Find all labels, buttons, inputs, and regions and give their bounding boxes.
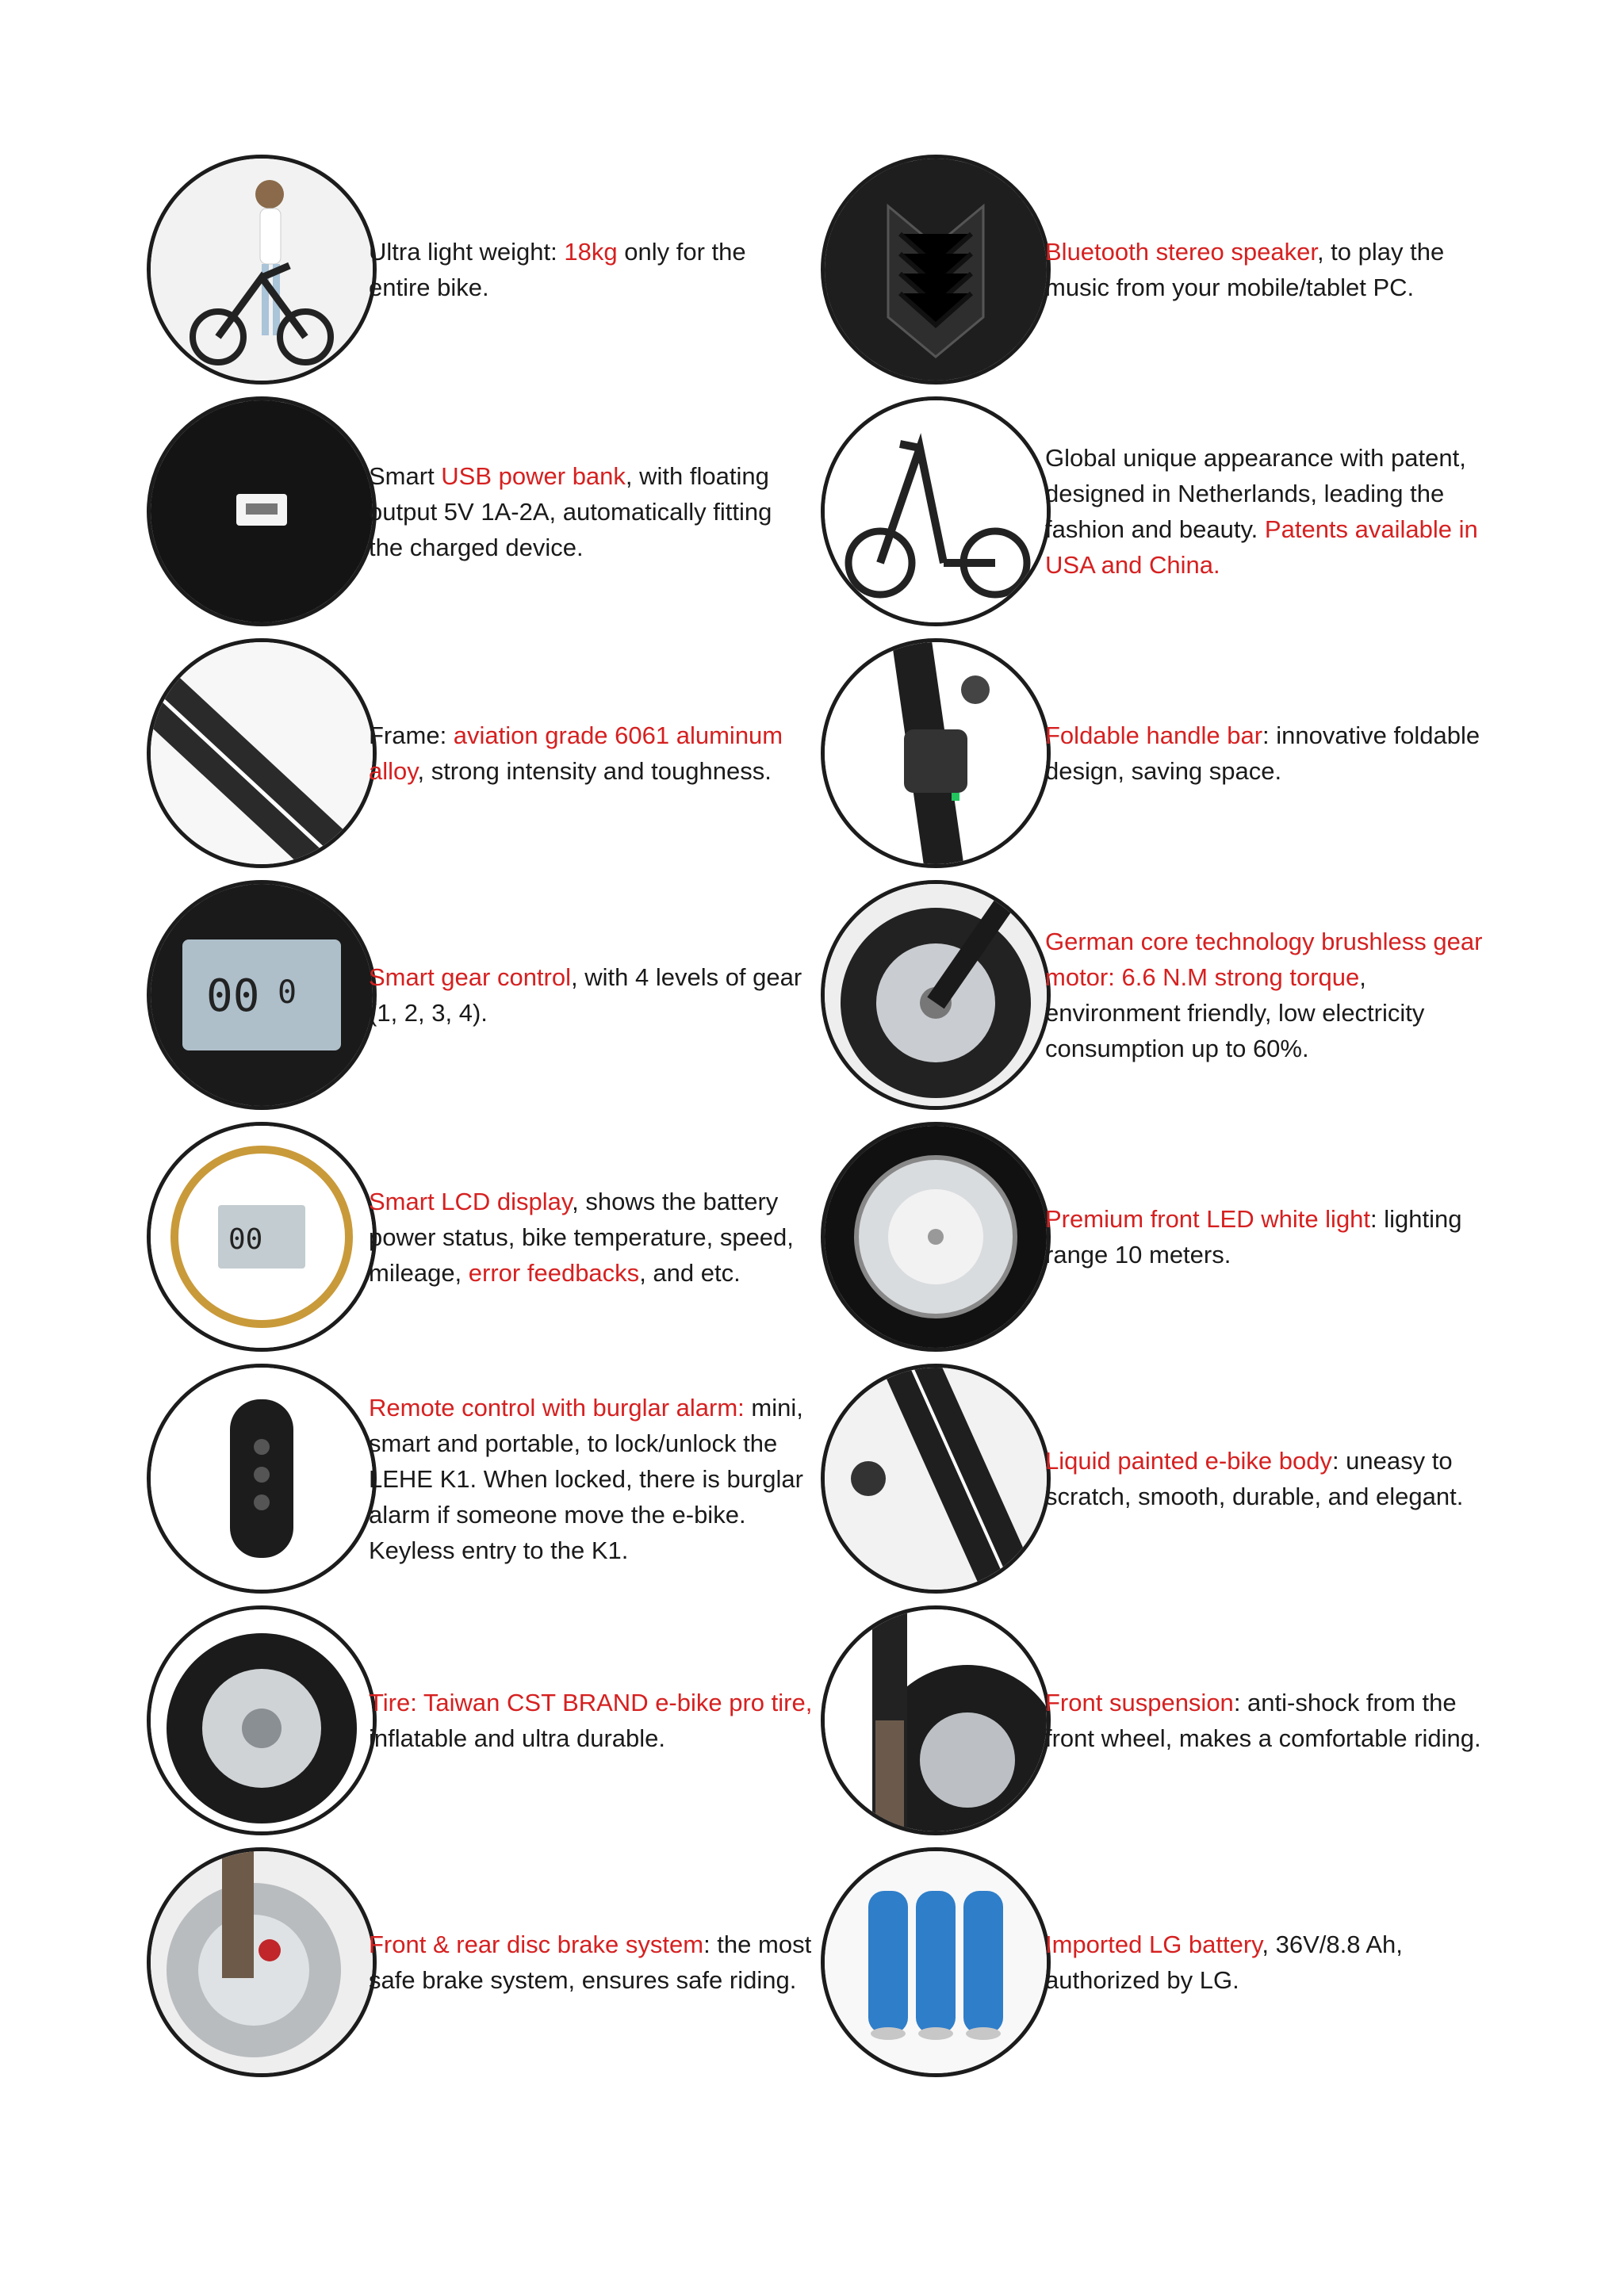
feature-text [1045,1443,1489,1514]
feature-highlight: aviation grade 6061 aluminum alloy [369,721,783,785]
feature-text-segment: , and etc. [639,1258,741,1287]
feature-highlight: 18kg [564,238,618,266]
painted-body-photo [821,1364,1051,1594]
girl-with-folding-ebike-photo [147,155,377,385]
folding-ebike-side-photo [821,396,1051,626]
gear-display-photo [147,880,377,1110]
feature-highlight: Foldable handle bar [1045,721,1263,749]
feature-description [1045,880,1489,1110]
feature-description [1045,1122,1489,1352]
feature-description [369,1847,813,2077]
feature-text [1045,924,1489,1066]
feature-text-segment: : anti-shock from the front wheel, makes a comfortable riding. [1045,1689,1481,1752]
feature-text-segment: , to play the music from your mobile/tablet PC. [1045,238,1445,301]
feature-text-segment: : uneasy to scratch, smooth, durable, and elegant. [1045,1447,1464,1510]
feature-text [369,718,813,789]
feature-description [369,638,813,868]
svg-text:00: 00 [228,1223,263,1256]
feature-description [369,396,813,626]
feature-description [369,1364,813,1594]
feature-description [369,155,813,385]
feature-description [1045,638,1489,868]
feature-text [369,1927,813,1998]
feature-highlight: Bluetooth stereo speaker [1045,238,1317,266]
feature-highlight: Smart LCD display [369,1187,573,1215]
frame-tube-photo [147,638,377,868]
feature-highlight: Front & rear disc brake system [369,1931,704,1958]
feature-text-segment: , 36V/8.8 Ah, authorized by LG. [1045,1931,1403,1994]
feature-description [1045,1364,1489,1594]
front-suspension-photo [821,1605,1051,1835]
feature-description [369,1605,813,1835]
hub-motor-photo [821,880,1051,1110]
feature-text [1045,1927,1489,1998]
feature-highlight: Tire: Taiwan CST BRAND e-bike pro tire, [369,1689,813,1716]
feature-highlight: Premium front LED white light [1045,1205,1371,1233]
feature-text-segment: , shows the battery power status, bike temperature, speed, mileage, [369,1187,794,1287]
feature-text [369,1685,813,1756]
feature-text-segment: , with 4 levels of gear (1, 2, 3, 4). [369,963,802,1027]
feature-description [1045,155,1489,385]
feature-text [1045,234,1489,305]
lg-battery-cells-photo [821,1847,1051,2077]
feature-highlight: Smart gear control [369,963,571,991]
feature-text-segment: , with floating output 5V 1A-2A, automatically fitting the charged device. [369,461,772,561]
svg-text:00: 00 [206,970,260,1022]
feature-highlight: Liquid painted e-bike body [1045,1447,1332,1475]
front-led-light-photo [821,1122,1051,1352]
feature-text-segment: , environment friendly, low electricity consumption up to 60%. [1045,963,1425,1062]
feature-description [1045,1605,1489,1835]
feature-description [1045,396,1489,626]
feature-highlight: error feedbacks [468,1258,640,1287]
feature-text [369,959,813,1031]
feature-text [1045,1201,1489,1272]
feature-text-segment: , strong intensity and toughness. [417,757,772,785]
feature-text-segment: Global unique appearance with patent, designed in Netherlands, leading the fashion and beauty. [1045,444,1466,543]
tire-wheel-photo [147,1605,377,1835]
speaker-grille-photo [821,155,1051,385]
feature-description [369,1122,813,1352]
feature-text-segment: mini, smart and portable, to lock/unlock the LEHE K1. When locked, there is burglar alarm if someone move the e-bike. Keyless entry to the K1. [369,1393,803,1564]
feature-highlight: Imported LG battery [1045,1931,1262,1958]
feature-highlight: USB power bank [441,461,626,490]
feature-text [369,1184,813,1291]
svg-text:0: 0 [278,974,297,1011]
lcd-display-photo [147,1122,377,1352]
feature-text [369,458,813,565]
feature-text [369,234,813,305]
feature-highlight: Patents available in USA and China. [1045,515,1478,579]
usb-port-photo [147,396,377,626]
folding-handlebar-photo [821,638,1051,868]
feature-text-segment: : the most safe brake system, ensures safe riding. [369,1931,812,1994]
feature-text [1045,718,1489,789]
feature-text [1045,440,1489,583]
feature-text-segment: Smart [369,461,442,490]
feature-highlight: Remote control with burglar alarm: [369,1393,745,1422]
feature-text-segment: Frame: [369,721,454,749]
feature-highlight: Front suspension [1045,1689,1234,1716]
feature-text-segment: Ultra light weight: [369,238,565,266]
disc-brake-photo [147,1847,377,2077]
feature-description [369,880,813,1110]
feature-text-segment: : lighting range 10 meters. [1045,1205,1462,1269]
feature-text-segment: : innovative foldable design, saving space. [1045,721,1480,785]
feature-text-segment: inflatable and ultra durable. [369,1724,665,1752]
feature-text [1045,1685,1489,1756]
remote-key-photo [147,1364,377,1594]
feature-highlight: German core technology brushless gear motor: 6.6 N.M strong torque [1045,928,1483,991]
feature-text-segment: only for the entire bike. [369,238,746,301]
feature-text [369,1390,813,1568]
feature-description [1045,1847,1489,2077]
